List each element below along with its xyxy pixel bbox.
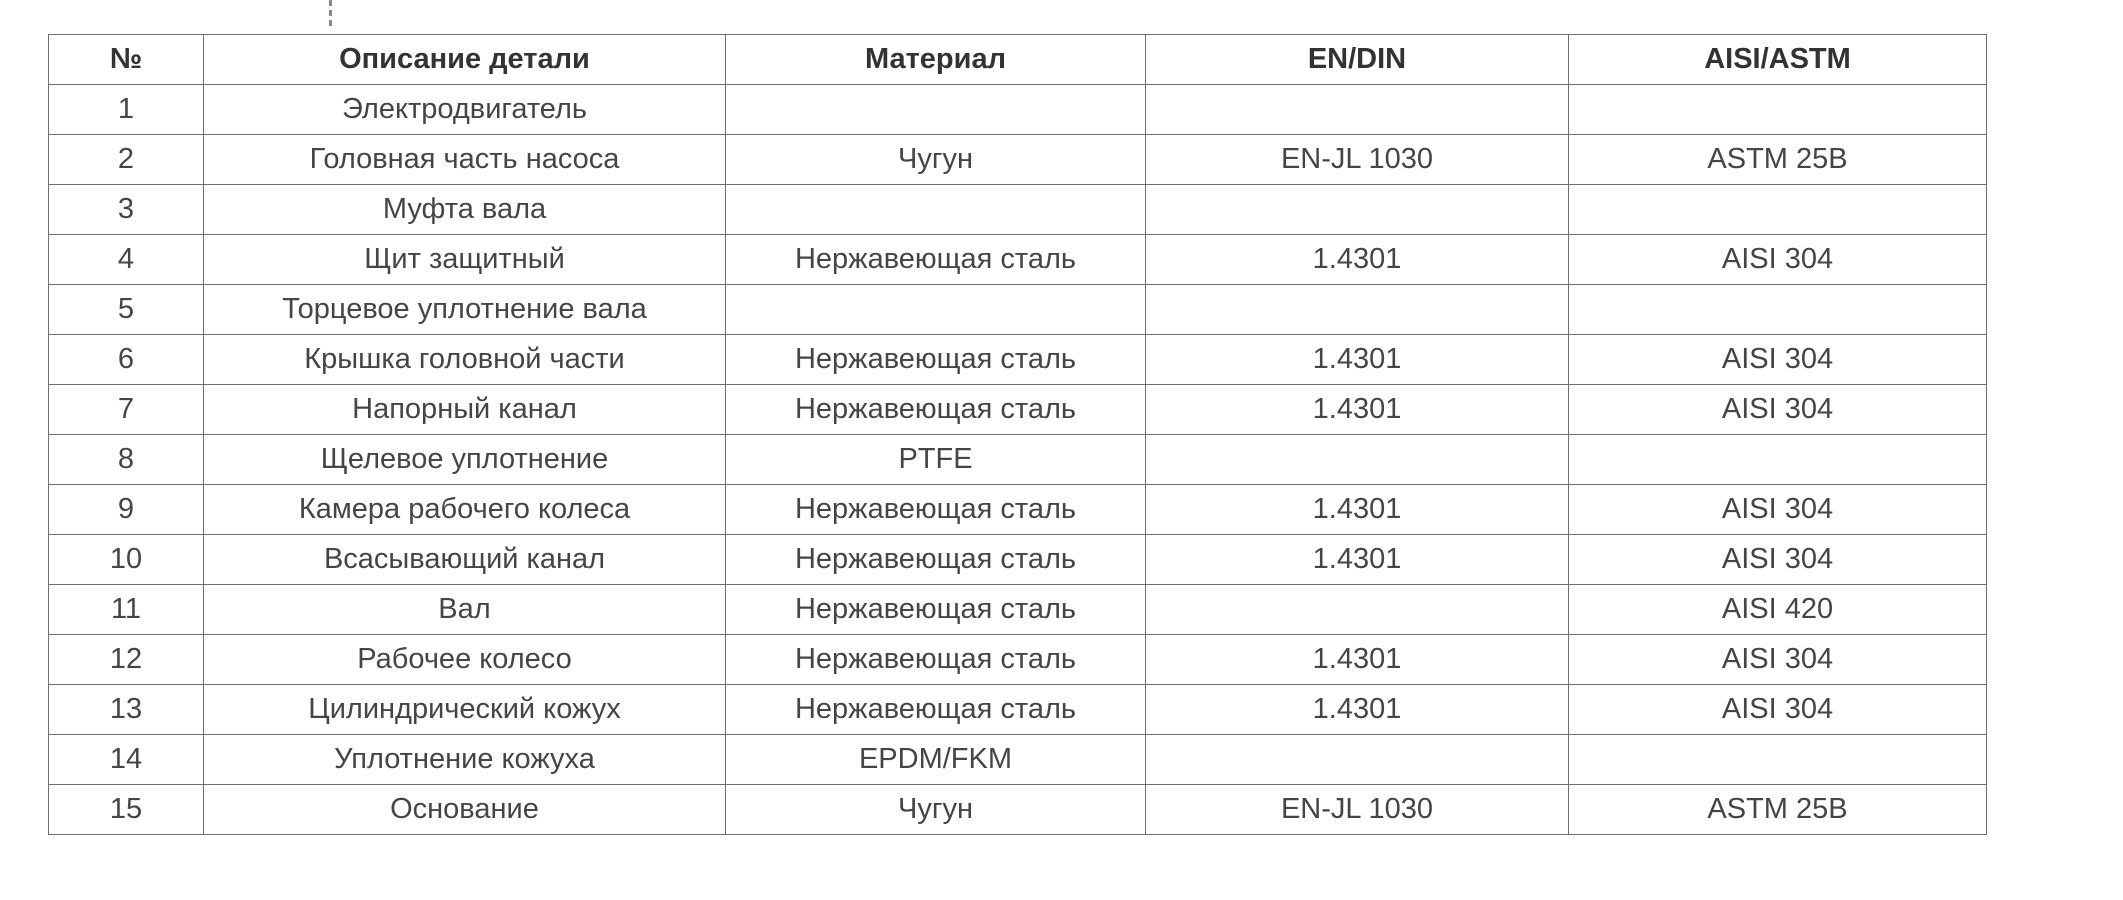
cell-number: 6 [49, 335, 204, 385]
cell-en-din [1146, 735, 1569, 785]
cell-material: PTFE [726, 435, 1146, 485]
cell-number: 10 [49, 535, 204, 585]
cell-description: Вал [204, 585, 726, 635]
cell-number: 11 [49, 585, 204, 635]
cell-description: Торцевое уплотнение вала [204, 285, 726, 335]
table-row [49, 685, 1987, 735]
cell-aisi-astm: AISI 304 [1569, 685, 1987, 735]
header-material: Материал [726, 35, 1146, 85]
cell-en-din [1146, 185, 1569, 235]
cell-material [726, 185, 1146, 235]
table-row [49, 385, 1987, 435]
header-en-din: EN/DIN [1146, 35, 1569, 85]
cell-material: Нержавеющая сталь [726, 485, 1146, 535]
cell-aisi-astm: AISI 304 [1569, 535, 1987, 585]
cell-aisi-astm: AISI 304 [1569, 635, 1987, 685]
cell-material: EPDM/FKM [726, 735, 1146, 785]
cell-number: 14 [49, 735, 204, 785]
cell-material: Нержавеющая сталь [726, 535, 1146, 585]
cell-aisi-astm [1569, 285, 1987, 335]
cell-en-din: 1.4301 [1146, 485, 1569, 535]
cell-description: Рабочее колесо [204, 635, 726, 685]
cell-description: Щит защитный [204, 235, 726, 285]
cell-en-din [1146, 285, 1569, 335]
table-row [49, 435, 1987, 485]
cell-en-din: 1.4301 [1146, 635, 1569, 685]
cell-description: Напорный канал [204, 385, 726, 435]
cell-material: Нержавеющая сталь [726, 685, 1146, 735]
cell-material: Нержавеющая сталь [726, 335, 1146, 385]
cell-aisi-astm: AISI 420 [1569, 585, 1987, 635]
cell-aisi-astm: AISI 304 [1569, 385, 1987, 435]
cell-description: Камера рабочего колеса [204, 485, 726, 535]
header-number: № [49, 35, 204, 85]
header-aisi-astm: AISI/ASTM [1569, 35, 1987, 85]
cell-description: Крышка головной части [204, 335, 726, 385]
cell-en-din: 1.4301 [1146, 335, 1569, 385]
cell-material: Нержавеющая сталь [726, 585, 1146, 635]
cell-description: Цилиндрический кожух [204, 685, 726, 735]
cell-number: 15 [49, 785, 204, 835]
parts-table [48, 34, 1987, 835]
cell-material [726, 285, 1146, 335]
cell-description: Уплотнение кожуха [204, 735, 726, 785]
cell-description: Щелевое уплотнение [204, 435, 726, 485]
cell-aisi-astm [1569, 435, 1987, 485]
cell-number: 1 [49, 85, 204, 135]
cell-number: 4 [49, 235, 204, 285]
cell-aisi-astm: ASTM 25B [1569, 785, 1987, 835]
table-row [49, 635, 1987, 685]
cell-aisi-astm [1569, 735, 1987, 785]
cell-aisi-astm: ASTM 25B [1569, 135, 1987, 185]
table-row [49, 735, 1987, 785]
table-row [49, 135, 1987, 185]
cell-description: Муфта вала [204, 185, 726, 235]
cell-material: Чугун [726, 135, 1146, 185]
cell-number: 8 [49, 435, 204, 485]
cell-number: 3 [49, 185, 204, 235]
cell-en-din [1146, 85, 1569, 135]
cell-material: Нержавеющая сталь [726, 385, 1146, 435]
cell-en-din [1146, 585, 1569, 635]
table-body [49, 85, 1987, 835]
table-row [49, 235, 1987, 285]
dashed-marker-line [329, 0, 332, 26]
cell-en-din: EN-JL 1030 [1146, 135, 1569, 185]
table-row [49, 335, 1987, 385]
cell-en-din: 1.4301 [1146, 535, 1569, 585]
cell-number: 12 [49, 635, 204, 685]
cell-aisi-astm: AISI 304 [1569, 335, 1987, 385]
table-row [49, 285, 1987, 335]
cell-number: 5 [49, 285, 204, 335]
cell-aisi-astm [1569, 85, 1987, 135]
cell-number: 13 [49, 685, 204, 735]
table-row [49, 485, 1987, 535]
cell-material: Чугун [726, 785, 1146, 835]
cell-number: 9 [49, 485, 204, 535]
header-description: Описание детали [204, 35, 726, 85]
cell-en-din: EN-JL 1030 [1146, 785, 1569, 835]
table-row [49, 535, 1987, 585]
cell-en-din: 1.4301 [1146, 235, 1569, 285]
cell-en-din: 1.4301 [1146, 685, 1569, 735]
cell-material: Нержавеющая сталь [726, 235, 1146, 285]
table-row [49, 585, 1987, 635]
cell-en-din: 1.4301 [1146, 385, 1569, 435]
cell-material [726, 85, 1146, 135]
cell-description: Всасывающий канал [204, 535, 726, 585]
cell-aisi-astm [1569, 185, 1987, 235]
table-row [49, 785, 1987, 835]
cell-description: Основание [204, 785, 726, 835]
cell-description: Головная часть насоса [204, 135, 726, 185]
cell-number: 2 [49, 135, 204, 185]
table-header-row [49, 35, 1987, 85]
table-row [49, 85, 1987, 135]
cell-aisi-astm: AISI 304 [1569, 235, 1987, 285]
cell-number: 7 [49, 385, 204, 435]
cell-en-din [1146, 435, 1569, 485]
table-row [49, 185, 1987, 235]
cell-material: Нержавеющая сталь [726, 635, 1146, 685]
cell-aisi-astm: AISI 304 [1569, 485, 1987, 535]
cell-description: Электродвигатель [204, 85, 726, 135]
